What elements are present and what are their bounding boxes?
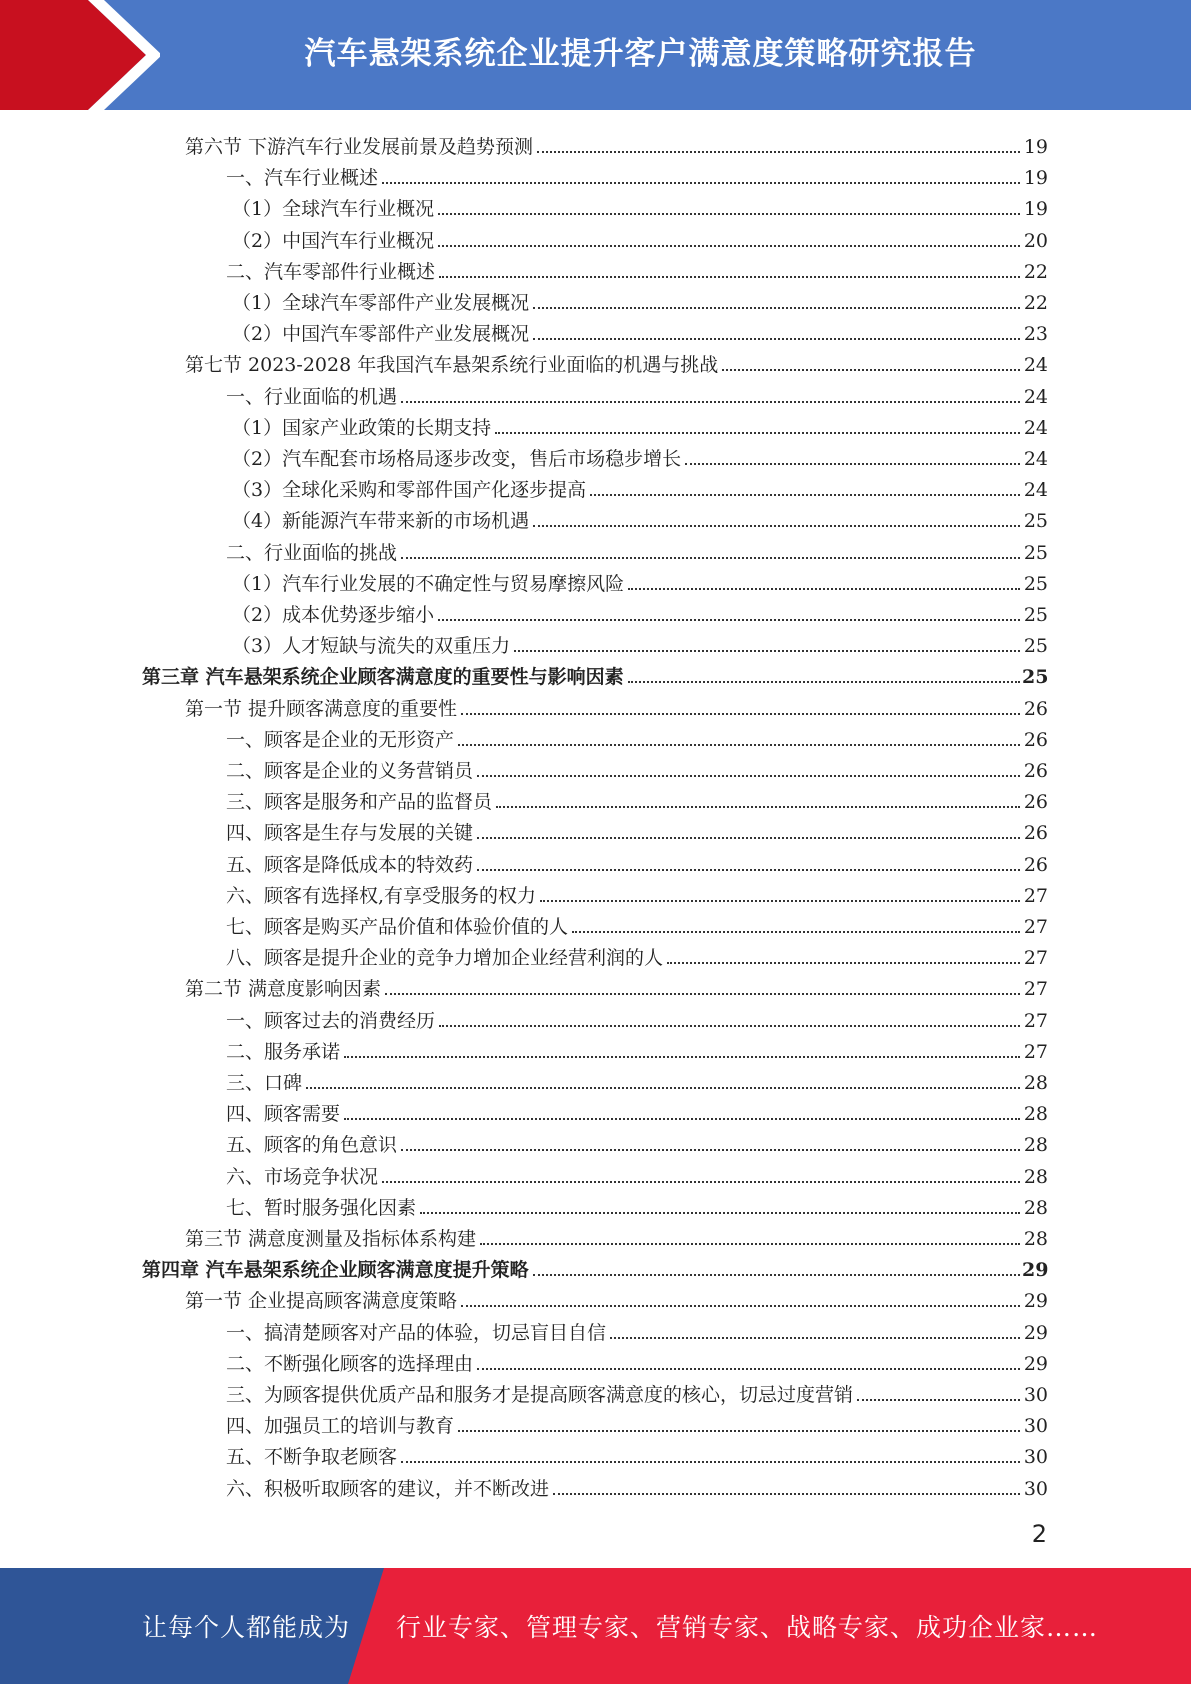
toc-entry-page: 30: [1023, 1384, 1048, 1406]
toc-leader-dots: [628, 588, 1020, 590]
toc-leader-dots: [438, 213, 1020, 215]
toc-entry-page: 19: [1023, 136, 1048, 158]
toc-entry-title: 七、顾客是购买产品价值和体验价值的人: [226, 916, 569, 938]
toc-entry-title: （1）国家产业政策的长期支持: [232, 416, 492, 439]
toc-entry[interactable]: [226, 939, 1048, 970]
toc-entry-title: （2）中国汽车零部件产业发展概况: [232, 323, 530, 346]
toc-entry[interactable]: [226, 1158, 1048, 1189]
toc-leader-dots: [685, 463, 1020, 465]
toc-entry-title: 二、不断强化顾客的选择理由: [226, 1352, 474, 1375]
toc-entry[interactable]: [232, 190, 1048, 221]
toc-entry-title: 五、顾客的角色意识: [226, 1134, 398, 1157]
toc-entry-page: 25: [1023, 510, 1048, 533]
report-title: 汽车悬架系统企业提升客户满意度策略研究报告: [304, 35, 977, 72]
toc-leader-dots: [382, 1181, 1020, 1183]
toc-entry-title: （2）中国汽车行业概况: [232, 229, 435, 252]
footer-slogan-right: 行业专家、管理专家、营销专家、战略专家、成功企业家……: [396, 1613, 1099, 1642]
toc-entry-page: 25: [1023, 635, 1048, 658]
toc-entry[interactable]: [226, 846, 1048, 877]
toc-leader-dots: [458, 1430, 1020, 1432]
toc-entry-title: （2）汽车配套市场格局逐步改变，售后市场稳步增长: [232, 448, 682, 470]
toc-entry-title: 五、顾客是降低成本的特效药: [226, 853, 474, 876]
toc-entry-title: （3）全球化采购和零部件国产化逐步提高: [232, 479, 587, 502]
toc-entry[interactable]: [232, 471, 1048, 502]
toc-entry[interactable]: [226, 1189, 1048, 1220]
toc-leader-dots: [477, 869, 1020, 871]
toc-entry-page: 26: [1023, 728, 1048, 751]
toc-entry-title: 一、搞清楚顾客对产品的体验，切忌盲目自信: [226, 1321, 607, 1344]
toc-entry-title: 二、顾客是企业的义务营销员: [226, 760, 474, 782]
toc-entry-page: 30: [1023, 1446, 1048, 1469]
toc-entry[interactable]: [142, 1251, 1048, 1282]
toc-entry-title: 六、市场竞争状况: [226, 1165, 379, 1188]
toc-entry[interactable]: [226, 159, 1048, 190]
toc-entry[interactable]: [226, 1314, 1048, 1345]
toc-entry[interactable]: [226, 814, 1048, 845]
toc-leader-dots: [477, 1368, 1020, 1370]
toc-leader-dots: [857, 1399, 1020, 1401]
toc-entry[interactable]: [232, 565, 1048, 596]
toc-entry-title: 第四章 汽车悬架系统企业顾客满意度提升策略: [142, 1259, 529, 1282]
toc-entry-title: 一、行业面临的机遇: [226, 385, 398, 408]
page-footer: [0, 1568, 1191, 1684]
toc-entry-page: 28: [1023, 1228, 1048, 1250]
toc-entry-page: 29: [1023, 1321, 1048, 1344]
toc-entry-page: 28: [1023, 1072, 1048, 1094]
toc-leader-dots: [533, 525, 1020, 527]
toc-entry-page: 25: [1023, 572, 1048, 595]
toc-leader-dots: [401, 401, 1020, 403]
toc-entry[interactable]: [232, 222, 1048, 253]
toc-entry[interactable]: [226, 908, 1048, 939]
toc-entry-title: 四、顾客需要: [226, 1103, 341, 1126]
toc-entry-title: 二、服务承诺: [226, 1040, 341, 1063]
toc-entry[interactable]: [226, 253, 1048, 284]
toc-entry-page: 27: [1023, 947, 1048, 970]
toc-entry[interactable]: [185, 346, 1048, 377]
toc-entry-title: 第一节 企业提高顾客满意度策略: [185, 1290, 458, 1313]
toc-entry-page: 30: [1023, 1477, 1048, 1500]
toc-entry[interactable]: [226, 1345, 1048, 1376]
toc-leader-dots: [533, 1274, 1020, 1276]
toc-entry-title: 一、顾客是企业的无形资产: [226, 728, 455, 751]
toc-entry-page: 19: [1023, 198, 1048, 221]
toc-entry[interactable]: [226, 721, 1048, 752]
toc-leader-dots: [458, 744, 1020, 746]
toc-entry-title: 二、汽车零部件行业概述: [226, 260, 436, 283]
toc-leader-dots: [344, 1056, 1020, 1058]
toc-leader-dots: [461, 1305, 1020, 1307]
toc-entry[interactable]: [142, 658, 1048, 689]
toc-leader-dots: [439, 1025, 1020, 1027]
toc-entry-page: 26: [1023, 791, 1048, 814]
toc-entry-title: 二、行业面临的挑战: [226, 541, 398, 564]
toc-leader-dots: [461, 713, 1020, 715]
toc-entry[interactable]: [185, 1220, 1048, 1251]
toc-leader-dots: [553, 1493, 1020, 1495]
toc-entry-page: 22: [1023, 260, 1048, 283]
toc-entry-page: 22: [1023, 292, 1048, 314]
toc-entry-title: （1）汽车行业发展的不确定性与贸易摩擦风险: [232, 572, 625, 595]
toc-entry-title: （1）全球汽车行业概况: [232, 198, 435, 221]
toc-entry-page: 24: [1023, 385, 1048, 408]
toc-entry-title: 六、顾客有选择权,有享受服务的权力: [226, 884, 537, 907]
toc-leader-dots: [496, 806, 1020, 808]
toc-entry-page: 24: [1023, 479, 1048, 502]
toc-entry-title: 一、顾客过去的消费经历: [226, 1009, 436, 1032]
toc-entry-title: 第六节 下游汽车行业发展前景及趋势预测: [185, 136, 534, 158]
toc-leader-dots: [401, 1149, 1020, 1151]
toc-entry-title: 第三节 满意度测量及指标体系构建: [185, 1228, 477, 1250]
toc-leader-dots: [344, 1118, 1020, 1120]
toc-leader-dots: [385, 993, 1020, 995]
toc-leader-dots: [628, 681, 1020, 683]
toc-entry-page: 27: [1023, 1009, 1048, 1032]
toc-entry[interactable]: [226, 1002, 1048, 1033]
toc-leader-dots: [401, 557, 1020, 559]
toc-leader-dots: [438, 245, 1020, 247]
toc-entry-page: 25: [1023, 541, 1048, 564]
toc-leader-dots: [477, 775, 1020, 777]
toc-entry-page: 25: [1022, 666, 1049, 689]
toc-entry[interactable]: [185, 128, 1048, 159]
toc-entry[interactable]: [226, 378, 1048, 409]
toc-entry-page: 28: [1023, 1196, 1048, 1219]
toc-entry-page: 29: [1023, 1290, 1048, 1313]
toc-entry[interactable]: [226, 1438, 1048, 1469]
page-header: [0, 0, 1191, 110]
toc-leader-dots: [401, 1461, 1020, 1463]
toc-entry-page: 23: [1023, 323, 1048, 346]
toc-entry-page: 27: [1023, 1040, 1048, 1063]
toc-leader-dots: [495, 432, 1020, 434]
toc-leader-dots: [610, 1337, 1020, 1339]
toc-entry[interactable]: [232, 409, 1048, 440]
toc-leader-dots: [537, 151, 1020, 153]
toc-entry-page: 20: [1023, 229, 1048, 252]
toc-leader-dots: [306, 1087, 1020, 1089]
footer-slogan-left: 让每个人都能成为: [142, 1613, 351, 1642]
toc-entry-page: 26: [1023, 697, 1048, 720]
toc-entry-title: 五、不断争取老顾客: [226, 1446, 398, 1469]
toc-entry-title: （1）全球汽车零部件产业发展概况: [232, 292, 530, 314]
toc-entry[interactable]: [185, 1282, 1048, 1313]
toc-entry-page: 24: [1023, 416, 1048, 439]
toc-entry[interactable]: [232, 284, 1048, 315]
toc-entry[interactable]: [232, 315, 1048, 346]
toc-entry[interactable]: [226, 783, 1048, 814]
toc-leader-dots: [439, 276, 1020, 278]
toc-entry[interactable]: [226, 1470, 1048, 1501]
toc-entry[interactable]: [185, 970, 1048, 1001]
toc-leader-dots: [514, 650, 1020, 652]
toc-entry-page: 26: [1023, 760, 1048, 782]
toc-entry-page: 28: [1023, 1165, 1048, 1188]
toc-entry-page: 26: [1023, 853, 1048, 876]
toc-leader-dots: [572, 931, 1020, 933]
toc-entry[interactable]: [226, 1126, 1048, 1157]
toc-entry-title: （3）人才短缺与流失的双重压力: [232, 635, 511, 658]
toc-entry-page: 27: [1023, 884, 1048, 907]
toc-entry-title: 三、为顾客提供优质产品和服务才是提高顾客满意度的核心，切忌过度营销: [226, 1384, 854, 1406]
toc-entry-title: 七、暂时服务强化因素: [226, 1196, 417, 1219]
toc-leader-dots: [382, 182, 1020, 184]
toc-entry-title: （4）新能源汽车带来新的市场机遇: [232, 510, 530, 533]
toc-entry-page: 27: [1023, 978, 1048, 1001]
toc-entry-page: 27: [1023, 916, 1048, 938]
toc-leader-dots: [722, 369, 1020, 371]
toc-entry-page: 19: [1023, 167, 1048, 190]
toc-entry[interactable]: [185, 690, 1048, 721]
toc-entry[interactable]: [232, 627, 1048, 658]
toc-entry-page: 26: [1023, 822, 1048, 845]
toc-entry-title: 第一节 提升顾客满意度的重要性: [185, 697, 458, 720]
toc-leader-dots: [477, 837, 1020, 839]
toc-entry-title: 三、顾客是服务和产品的监督员: [226, 791, 493, 814]
toc-entry-title: 第七节 2023-2028 年我国汽车悬架系统行业面临的机遇与挑战: [185, 354, 719, 377]
header-arrow-decoration: [0, 0, 160, 110]
toc-entry-title: 第三章 汽车悬架系统企业顾客满意度的重要性与影响因素: [142, 666, 624, 689]
toc-entry[interactable]: [232, 596, 1048, 627]
toc-leader-dots: [590, 494, 1020, 496]
toc-entry-title: 四、顾客是生存与发展的关键: [226, 822, 474, 845]
toc-entry[interactable]: [226, 877, 1048, 908]
toc-entry-title: （2）成本优势逐步缩小: [232, 604, 435, 626]
toc-entry-page: 24: [1023, 354, 1048, 377]
toc-entry[interactable]: [226, 1407, 1048, 1438]
toc-entry-title: 第二节 满意度影响因素: [185, 978, 382, 1001]
toc-entry[interactable]: [226, 752, 1048, 783]
toc-entry[interactable]: [226, 534, 1048, 565]
toc-entry-title: 四、加强员工的培训与教育: [226, 1415, 455, 1438]
toc-entry-page: 24: [1023, 448, 1048, 470]
toc-entry-page: 30: [1023, 1415, 1048, 1438]
toc-entry-page: 28: [1023, 1134, 1048, 1157]
toc-entry-page: 28: [1023, 1103, 1048, 1126]
toc-leader-dots: [533, 307, 1020, 309]
toc-entry[interactable]: [226, 1064, 1048, 1095]
toc-entry[interactable]: [232, 502, 1048, 533]
page-number: 2: [1031, 1520, 1047, 1548]
toc-entry-page: 29: [1023, 1352, 1048, 1375]
toc-entry[interactable]: [232, 440, 1048, 471]
toc-entry-title: 八、顾客是提升企业的竞争力增加企业经营利润的人: [226, 947, 664, 970]
toc-entry-title: 六、积极听取顾客的建议，并不断改进: [226, 1477, 550, 1500]
toc-leader-dots: [533, 338, 1020, 340]
toc-entry[interactable]: [226, 1033, 1048, 1064]
toc-entry-title: 一、汽车行业概述: [226, 167, 379, 190]
toc-leader-dots: [667, 962, 1020, 964]
toc-leader-dots: [540, 900, 1020, 902]
toc-leader-dots: [438, 619, 1020, 621]
toc-leader-dots: [420, 1212, 1020, 1214]
toc-entry-title: 三、口碑: [226, 1072, 303, 1094]
toc-entry-page: 25: [1023, 604, 1048, 626]
toc-entry-page: 29: [1022, 1259, 1049, 1282]
toc-leader-dots: [480, 1243, 1020, 1245]
toc-entry[interactable]: [226, 1095, 1048, 1126]
toc-entry[interactable]: [226, 1376, 1048, 1407]
